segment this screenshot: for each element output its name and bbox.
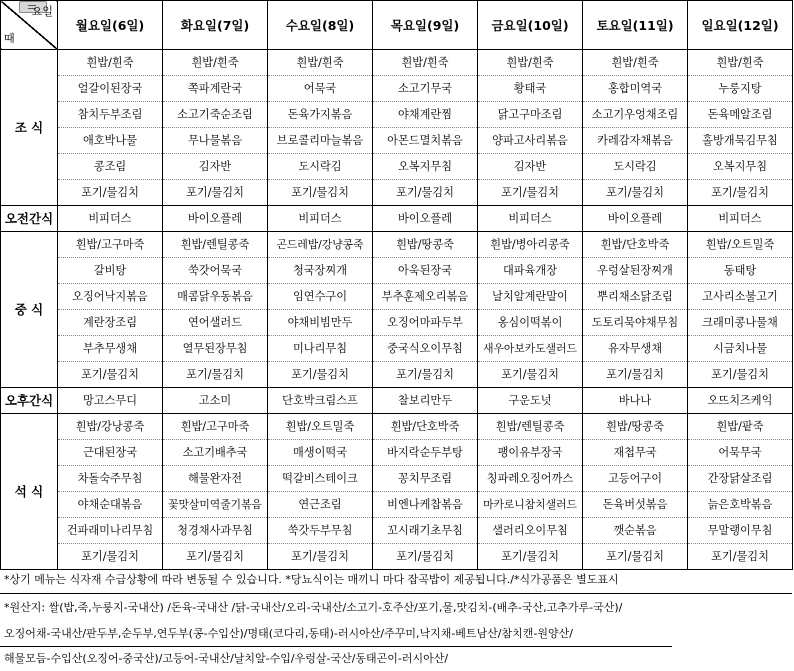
menu-item-cell: 흰밥/오트밀죽 [268, 414, 373, 440]
menu-item-cell: 어묵국 [268, 76, 373, 102]
menu-item-cell: 흰밥/흰죽 [163, 50, 268, 76]
menu-row [1, 76, 793, 102]
menu-item-cell: 흰밥/고구마죽 [58, 232, 163, 258]
menu-item-cell: 건파래미나리무침 [58, 518, 163, 544]
menu-row [1, 206, 793, 232]
menu-item-cell: 오복지무침 [688, 154, 793, 180]
notes-divider [0, 569, 792, 570]
menu-item-cell: 간장닭살조림 [688, 466, 793, 492]
day-header: 수요일(8일) [268, 1, 373, 50]
origin-note-line: 오징어채-국내산/판두부,순두부,연두부(콩-수입산)/명태(코다리,동태)-러시아산/주꾸미,낙지채-베트남산/참치캔-원양산/ [4, 627, 573, 640]
menu-item-cell: 깻순볶음 [583, 518, 688, 544]
menu-item-cell: 크래미콩나물채 [688, 310, 793, 336]
menu-item-cell: 비피더스 [58, 206, 163, 232]
menu-row [1, 154, 793, 180]
menu-item-cell: 돈육가지볶음 [268, 102, 373, 128]
menu-item-cell: 포기/물김치 [268, 362, 373, 388]
menu-item-cell: 흰밥/고구마죽 [163, 414, 268, 440]
corner-meal-label: 때 [4, 32, 15, 45]
menu-item-cell: 포기/물김치 [58, 544, 163, 570]
menu-item-cell: 동태탕 [688, 258, 793, 284]
menu-item-cell: 포기/물김치 [688, 362, 793, 388]
menu-item-cell: 포기/물김치 [583, 180, 688, 206]
menu-item-cell: 포기/물김치 [478, 362, 583, 388]
corner-cell [1, 1, 58, 50]
menu-item-cell: 차돌숙주무침 [58, 466, 163, 492]
menu-item-cell: 미나리무침 [268, 336, 373, 362]
menu-item-cell: 흰밥/흰죽 [583, 50, 688, 76]
menu-item-cell: 바이오플레 [163, 206, 268, 232]
menu-item-cell: 흰밥/강낭콩죽 [58, 414, 163, 440]
menu-item-cell: 흰밥/오트밀죽 [688, 232, 793, 258]
menu-row [1, 440, 793, 466]
menu-item-cell: 오복지무침 [373, 154, 478, 180]
meal-period-label: 오전간식 [1, 206, 58, 232]
menu-item-cell: 홀방개묵김무침 [688, 128, 793, 154]
meal-period-label: 중 식 [1, 232, 58, 388]
menu-item-cell: 열무된장무침 [163, 336, 268, 362]
menu-item-cell: 양파고사리볶음 [478, 128, 583, 154]
menu-item-cell: 소고기죽순조림 [163, 102, 268, 128]
corner-day-label: 요일 [31, 5, 53, 18]
menu-item-cell: 어묵무국 [688, 440, 793, 466]
menu-item-cell: 포기/물김치 [478, 180, 583, 206]
menu-item-cell: 흰밥/렌틸콩죽 [163, 232, 268, 258]
menu-row [1, 128, 793, 154]
menu-item-cell: 재첩무국 [583, 440, 688, 466]
day-header: 일요일(12일) [688, 1, 793, 50]
meal-period-label: 오후간식 [1, 388, 58, 414]
menu-item-cell: 바나나 [583, 388, 688, 414]
menu-item-cell: 샐러리오이무침 [478, 518, 583, 544]
menu-item-cell: 김자반 [478, 154, 583, 180]
menu-row [1, 310, 793, 336]
menu-item-cell: 흰밥/흰죽 [58, 50, 163, 76]
menu-item-cell: 포기/물김치 [583, 544, 688, 570]
menu-row [1, 102, 793, 128]
menu-item-cell: 소고기우엉채조림 [583, 102, 688, 128]
menu-item-cell: 포기/물김치 [688, 544, 793, 570]
menu-item-cell: 흰밥/땅콩죽 [373, 232, 478, 258]
menu-item-cell: 비피더스 [688, 206, 793, 232]
day-header: 목요일(9일) [373, 1, 478, 50]
day-header: 화요일(7일) [163, 1, 268, 50]
menu-item-cell: 바이오플레 [583, 206, 688, 232]
notes-divider [0, 646, 672, 647]
menu-item-cell: 야채순대볶음 [58, 492, 163, 518]
menu-row [1, 492, 793, 518]
menu-item-cell: 흰밥/흰죽 [478, 50, 583, 76]
menu-row [1, 544, 793, 570]
menu-item-cell: 고소미 [163, 388, 268, 414]
menu-item-cell: 매생이떡국 [268, 440, 373, 466]
notes-line: *상기 메뉴는 식자재 수급상황에 따라 변동될 수 있습니다. *당뇨식이는 매끼니 마다 잡곡밥이 제공됩니다./*식가공품은 별도표시 [4, 573, 619, 586]
menu-item-cell: 포기/물김치 [478, 544, 583, 570]
menu-item-cell: 꽃맛살미역줄기볶음 [163, 492, 268, 518]
menu-item-cell: 돈육메알조림 [688, 102, 793, 128]
menu-row [1, 232, 793, 258]
menu-item-cell: 참치두부조림 [58, 102, 163, 128]
menu-item-cell: 고사리소불고기 [688, 284, 793, 310]
menu-item-cell: 곤드레밥/강냥콩죽 [268, 232, 373, 258]
menu-item-cell: 날치알계란말이 [478, 284, 583, 310]
menu-item-cell: 꽁치무조림 [373, 466, 478, 492]
menu-row [1, 180, 793, 206]
menu-item-cell: 흰밥/땅콩죽 [583, 414, 688, 440]
day-header: 월요일(6일) [58, 1, 163, 50]
menu-item-cell: 흰밥/흰죽 [688, 50, 793, 76]
origin-note-line: *원산지: 쌀(밥,죽,누룽지-국내산) /돈육-국내산 /닭-국내산/오리-국내산/소고기-호주산/포기,물,맛김치-(배추-국산,고추가루-국산)/ [4, 601, 623, 614]
menu-body [1, 50, 793, 570]
menu-item-cell: 포기/물김치 [163, 544, 268, 570]
menu-item-cell: 흰밥/팥죽 [688, 414, 793, 440]
menu-item-cell: 옹심이떡볶이 [478, 310, 583, 336]
menu-item-cell: 청국장찌개 [268, 258, 373, 284]
menu-item-cell: 포기/물김치 [373, 362, 478, 388]
menu-row [1, 414, 793, 440]
menu-item-cell: 도시락김 [583, 154, 688, 180]
menu-item-cell: 쪽파계란국 [163, 76, 268, 102]
menu-row [1, 258, 793, 284]
menu-item-cell: 해물완자전 [163, 466, 268, 492]
menu-item-cell: 연근조림 [268, 492, 373, 518]
menu-item-cell: 브로콜리마늘볶음 [268, 128, 373, 154]
menu-item-cell: 카레감자채볶음 [583, 128, 688, 154]
menu-item-cell: 포기/물김치 [688, 180, 793, 206]
menu-item-cell: 누룽지탕 [688, 76, 793, 102]
origin-note-line: 해물모듬-수입산(오징어-중국산)/고등어-국내산/날치알-수입/우렁살-국산/동태곤이-러시아산/ [4, 652, 449, 665]
menu-item-cell: 쑥갓어묵국 [163, 258, 268, 284]
menu-item-cell: 늙은호박볶음 [688, 492, 793, 518]
menu-item-cell: 시금치나물 [688, 336, 793, 362]
menu-item-cell: 포기/물김치 [268, 544, 373, 570]
menu-item-cell: 아몬드멸치볶음 [373, 128, 478, 154]
meal-period-label: 석 식 [1, 414, 58, 570]
menu-item-cell: 콩조림 [58, 154, 163, 180]
menu-row [1, 50, 793, 76]
menu-item-cell: 야채계란찜 [373, 102, 478, 128]
menu-item-cell: 포기/물김치 [58, 362, 163, 388]
menu-item-cell: 꼬시래기초무침 [373, 518, 478, 544]
menu-item-cell: 부추훈제오리볶음 [373, 284, 478, 310]
menu-item-cell: 얼갈이된장국 [58, 76, 163, 102]
menu-item-cell: 포기/물김치 [163, 362, 268, 388]
menu-item-cell: 팽이유부장국 [478, 440, 583, 466]
menu-item-cell: 아욱된장국 [373, 258, 478, 284]
menu-item-cell: 매콤닭우동볶음 [163, 284, 268, 310]
menu-item-cell: 우렁살된장찌개 [583, 258, 688, 284]
menu-item-cell: 무나물볶음 [163, 128, 268, 154]
menu-item-cell: 뿌리채소닭조림 [583, 284, 688, 310]
menu-item-cell: 포기/물김치 [163, 180, 268, 206]
menu-item-cell: 닭고구마조림 [478, 102, 583, 128]
menu-item-cell: 흰밥/병아리콩죽 [478, 232, 583, 258]
menu-item-cell: 비피더스 [268, 206, 373, 232]
menu-item-cell: 유자무생채 [583, 336, 688, 362]
day-header: 금요일(10일) [478, 1, 583, 50]
menu-item-cell: 포기/물김치 [58, 180, 163, 206]
menu-item-cell: 포기/물김치 [583, 362, 688, 388]
notes-divider [0, 593, 792, 594]
menu-item-cell: 소고기무국 [373, 76, 478, 102]
menu-row [1, 284, 793, 310]
menu-item-cell: 오징어마파두부 [373, 310, 478, 336]
menu-item-cell: 흰밥/단호박죽 [583, 232, 688, 258]
menu-item-cell: 연어샐러드 [163, 310, 268, 336]
menu-item-cell: 계란장조림 [58, 310, 163, 336]
meal-period-label: 조 식 [1, 50, 58, 206]
menu-item-cell: 고등어구이 [583, 466, 688, 492]
menu-item-cell: 구운도넛 [478, 388, 583, 414]
menu-item-cell: 돈육버섯볶음 [583, 492, 688, 518]
menu-item-cell: 부추무생채 [58, 336, 163, 362]
menu-item-cell: 소고기배추국 [163, 440, 268, 466]
menu-item-cell: 청경채사과무침 [163, 518, 268, 544]
menu-item-cell: 칭파레오징어까스 [478, 466, 583, 492]
menu-item-cell: 마카로니참치샐러드 [478, 492, 583, 518]
menu-row [1, 466, 793, 492]
menu-item-cell: 도토리묵야채무침 [583, 310, 688, 336]
menu-item-cell: 떡갈비스테이크 [268, 466, 373, 492]
menu-item-cell: 흰밥/흰죽 [373, 50, 478, 76]
menu-item-cell: 포기/물김치 [373, 544, 478, 570]
menu-item-cell: 찰보리만두 [373, 388, 478, 414]
menu-item-cell: 야채비빔만두 [268, 310, 373, 336]
menu-item-cell: 바지락순두부탕 [373, 440, 478, 466]
menu-item-cell: 중국식오이무침 [373, 336, 478, 362]
menu-row [1, 336, 793, 362]
menu-item-cell: 망고스무디 [58, 388, 163, 414]
menu-item-cell: 흰밥/단호박죽 [373, 414, 478, 440]
menu-item-cell: 오뜨치즈케익 [688, 388, 793, 414]
menu-item-cell: 포기/물김치 [373, 180, 478, 206]
menu-item-cell: 도시락김 [268, 154, 373, 180]
menu-item-cell: 김자반 [163, 154, 268, 180]
menu-item-cell: 무말랭이무침 [688, 518, 793, 544]
menu-item-cell: 황태국 [478, 76, 583, 102]
menu-row [1, 362, 793, 388]
menu-item-cell: 새우아보카도샐러드 [478, 336, 583, 362]
menu-item-cell: 임연수구이 [268, 284, 373, 310]
menu-item-cell: 애호박나물 [58, 128, 163, 154]
header-row [1, 1, 793, 50]
day-header: 토요일(11일) [583, 1, 688, 50]
menu-item-cell: 포기/물김치 [268, 180, 373, 206]
menu-item-cell: 비엔나케찹볶음 [373, 492, 478, 518]
menu-item-cell: 비피더스 [478, 206, 583, 232]
menu-row [1, 388, 793, 414]
menu-item-cell: 쑥갓두부무침 [268, 518, 373, 544]
menu-item-cell: 대파육개장 [478, 258, 583, 284]
menu-item-cell: 흰밥/흰죽 [268, 50, 373, 76]
menu-item-cell: 단호박크림스프 [268, 388, 373, 414]
menu-item-cell: 홍합미역국 [583, 76, 688, 102]
menu-item-cell: 갈비탕 [58, 258, 163, 284]
menu-item-cell: 흰밥/렌틸콩죽 [478, 414, 583, 440]
menu-row [1, 518, 793, 544]
menu-item-cell: 바이오플레 [373, 206, 478, 232]
menu-item-cell: 오징어낙지볶음 [58, 284, 163, 310]
menu-item-cell: 근대된장국 [58, 440, 163, 466]
